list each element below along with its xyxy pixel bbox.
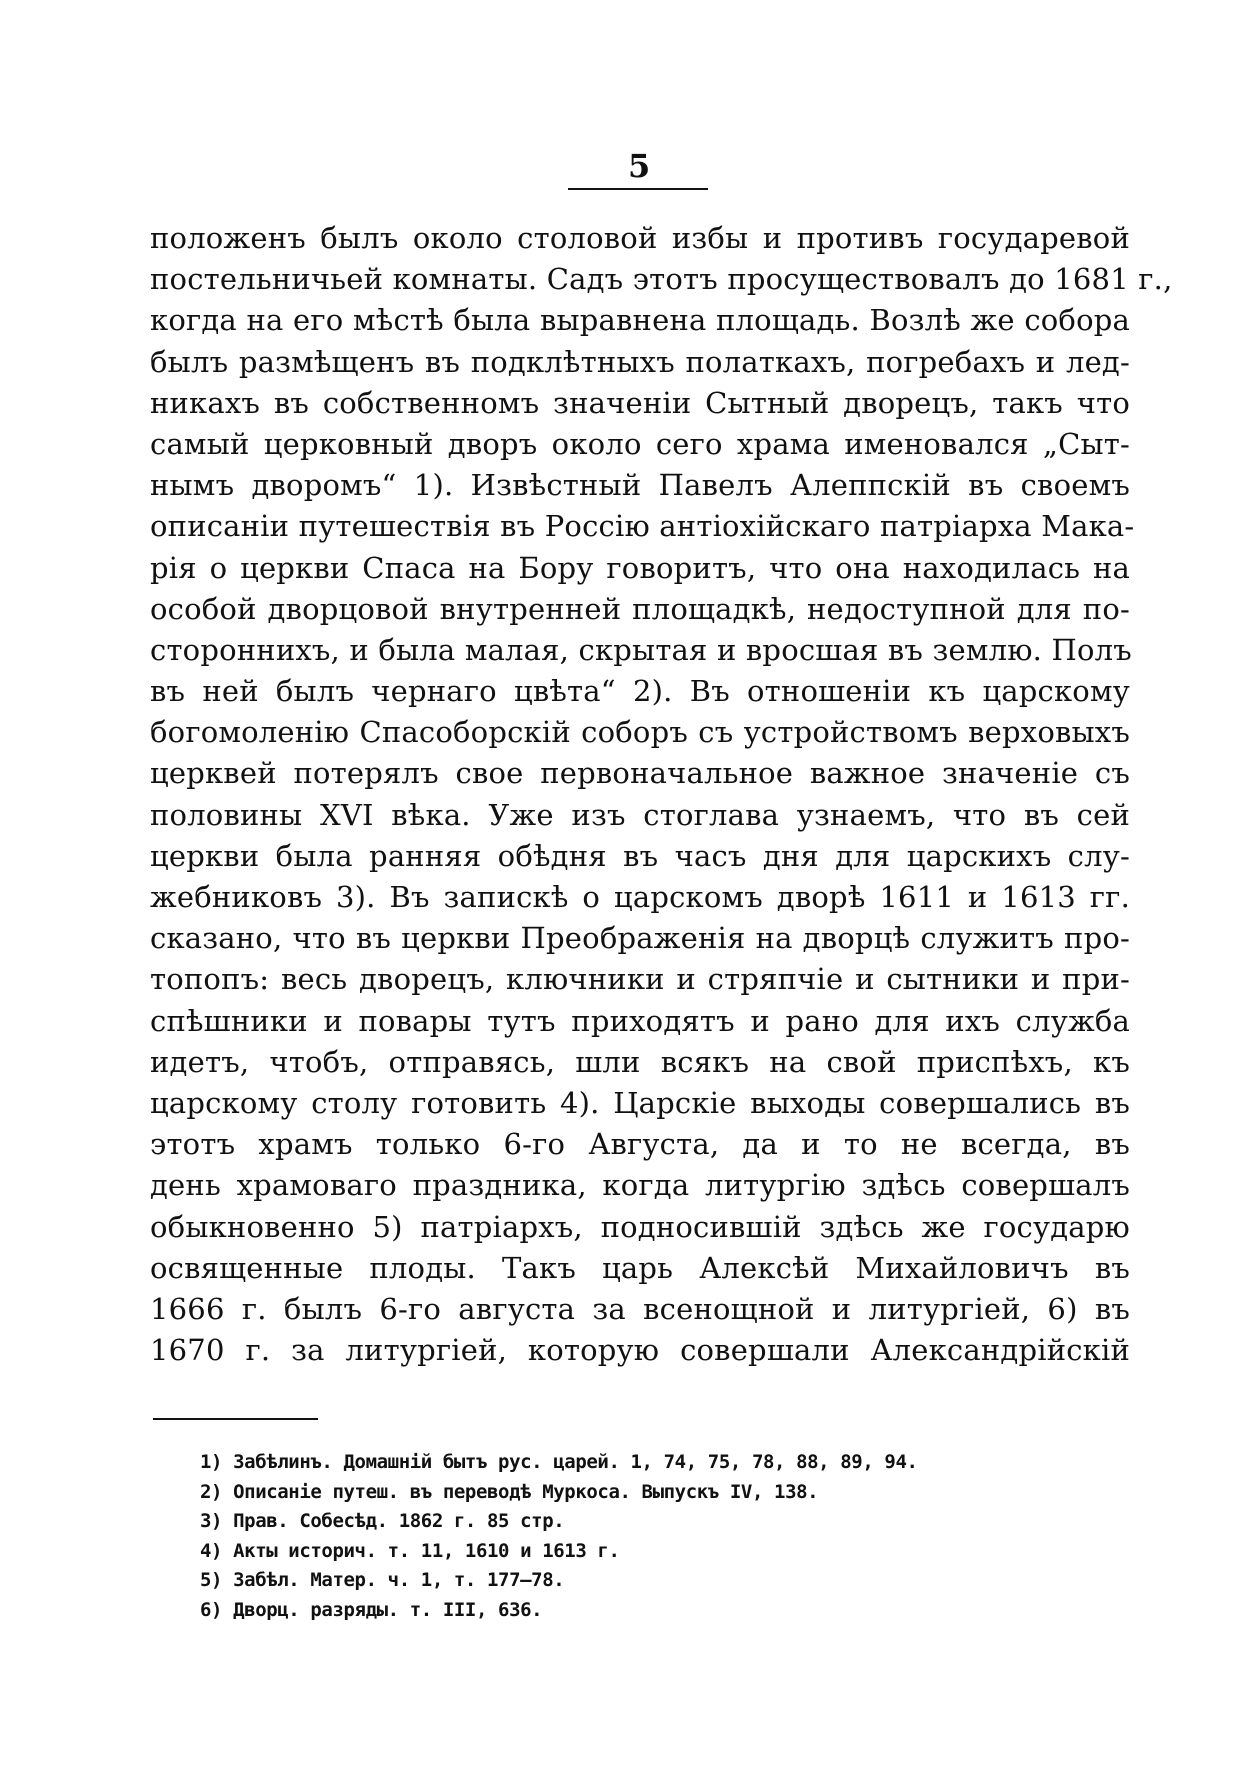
footnote: 5) Забѣл. Матер. ч. 1, т. 177—78. xyxy=(200,1569,565,1592)
body-line: обыкновенно 5) патріархъ, подносившій здѣсь же государю xyxy=(150,1209,1130,1244)
body-line: половины XVI вѣка. Уже изъ стоглава узнаемъ, что въ сей xyxy=(150,797,1130,832)
body-line: былъ размѣщенъ въ подклѣтныхъ полаткахъ, погребахъ и лед- xyxy=(150,344,1130,379)
body-line: освященные плоды. Такъ царь Алексѣй Михайловичъ въ xyxy=(150,1250,1130,1285)
body-line: нымъ дворомъ“ 1). Извѣстный Павелъ Алеппскій въ своемъ xyxy=(150,468,1130,503)
body-line: день храмоваго праздника, когда литургію здѣсь совершалъ xyxy=(150,1168,1130,1203)
footnote: 4) Акты историч. т. 11, 1610 и 1613 г. xyxy=(200,1539,620,1562)
footnote: 3) Прав. Собесѣд. 1862 г. 85 стр. xyxy=(200,1510,565,1533)
body-line: идетъ, чтобъ, отправясь, шли всякъ на свой приспѣхъ, къ xyxy=(150,1044,1130,1079)
body-line: постельничьей комнаты. Садъ этотъ просуществовалъ до 1681 г., xyxy=(150,262,1173,297)
body-line: жебниковъ 3). Въ запискѣ о царскомъ дворѣ 1611 и 1613 гг. xyxy=(150,880,1130,914)
body-line: особой дворцовой внутренней площадкѣ, недоступной для по- xyxy=(150,591,1130,626)
footnote: 2) Описаніе путеш. въ переводѣ Муркоса. Выпускъ IV, 138. xyxy=(200,1480,819,1503)
body-line: сказано, что въ церкви Преображенія на дворцѣ служитъ про- xyxy=(150,921,1130,956)
body-line: царскому столу готовить 4). Царскіе выходы совершались въ xyxy=(150,1085,1130,1120)
body-line: церкви была ранняя обѣдня въ часъ дня для царскихъ слу- xyxy=(150,838,1130,873)
body-line: 1670 г. за литургіей, которую совершали Александрійскій xyxy=(150,1333,1130,1368)
page-number-rule xyxy=(568,188,708,190)
body-line: топопъ: весь дворецъ, ключники и стряпчіе и сытники и при- xyxy=(150,962,1130,997)
footnote: 1) Забѣлинъ. Домашній бытъ рус. царей. 1, 74, 75, 78, 88, 89, 94. xyxy=(200,1451,918,1473)
body-line: въ ней былъ чернаго цвѣта“ 2). Въ отношеніи къ царскому xyxy=(150,674,1130,709)
body-line: положенъ былъ около столовой избы и противъ государевой xyxy=(150,221,1130,255)
body-line: никахъ въ собственномъ значеніи Сытный дворецъ, такъ что xyxy=(150,385,1130,420)
footnotes xyxy=(200,1448,1020,1626)
body-line: самый церковный дворъ около сего храма именовался „Сыт- xyxy=(150,426,1130,461)
body-line: этотъ храмъ только 6-го Августа, да и то не всегда, въ xyxy=(150,1127,1130,1162)
body-line: 1666 г. былъ 6-го августа за всенощной и литургіей, 6) въ xyxy=(150,1291,1130,1326)
body-line: богомоленію Спасоборскій соборъ съ устройствомъ верховыхъ xyxy=(150,715,1130,750)
body-line: описаніи путешествія въ Россію антіохійскаго патріарха Мака- xyxy=(150,509,1135,544)
body-line: рія о церкви Спаса на Бору говоритъ, что она находилась на xyxy=(150,550,1130,585)
body-line: спѣшники и повары тутъ приходятъ и рано для ихъ служба xyxy=(150,1003,1130,1038)
footnote-rule xyxy=(153,1418,318,1420)
body-line: стороннихъ, и была малая, скрытая и вросшая въ землю. Полъ xyxy=(150,632,1132,667)
body-text xyxy=(150,218,1173,1371)
body-line: когда на его мѣстѣ была выравнена площадь. Возлѣ же собора xyxy=(150,303,1130,338)
footnote: 6) Дворц. разряды. т. III, 636. xyxy=(200,1598,543,1621)
body-line: церквей потерялъ свое первоначальное важное значеніе съ xyxy=(150,756,1130,791)
page-number: 5 xyxy=(628,147,651,185)
